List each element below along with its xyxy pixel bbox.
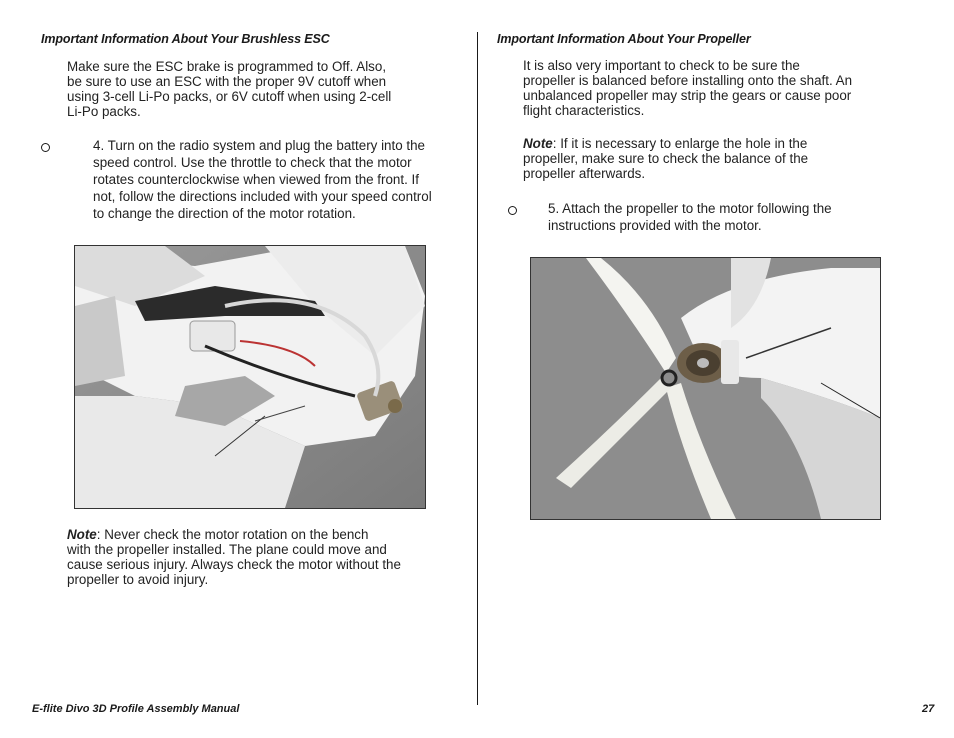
right-section-heading: Important Information About Your Propeller — [497, 32, 751, 46]
esc-intro-paragraph: Make sure the ESC brake is programmed to Off. Also, be sure to use an ESC with the proper 9V cutoff when using 3-cell Li-Po packs, or 6V cutoff when using 2-cell Li-Po packs. — [67, 59, 392, 119]
note-label: Note — [67, 527, 97, 542]
propeller-balance-note — [523, 136, 903, 181]
note-text: : Never check the motor rotation on the bench with the propeller installed. The plane could move and cause serious injury. Always check the motor without the propeller to avoid injury. — [67, 527, 401, 587]
step-5-checkbox[interactable] — [508, 206, 517, 215]
note-text: : If it is necessary to enlarge the hole in the propeller, make sure to check the balance of the propeller afterwards. — [523, 136, 809, 181]
column-divider — [477, 32, 478, 705]
esc-wiring-photo — [74, 245, 426, 509]
propeller-attachment-photo — [530, 257, 881, 520]
propeller-intro-paragraph: It is also very important to check to be sure the propeller is balanced before installing onto the shaft. An unbalanced propeller may strip the gears or cause poor flight characteristics. — [523, 58, 853, 118]
motor-safety-note — [67, 527, 447, 587]
step-4-checkbox[interactable] — [41, 143, 50, 152]
note-label: Note — [523, 136, 553, 151]
step-4-text: 4. Turn on the radio system and plug the battery into the speed control. Use the throttle to check that the motor rotates counterclockwise when viewed from the front. If not, follow the directions included with your speed control to change the direction of the motor rotation. — [93, 138, 432, 221]
footer-manual-title: E-flite Divo 3D Profile Assembly Manual — [32, 703, 240, 715]
page-number: 27 — [922, 703, 935, 715]
step-5-text: 5. Attach the propeller to the motor following the instructions provided with the motor. — [548, 201, 832, 233]
left-section-heading: Important Information About Your Brushless ESC — [41, 32, 330, 46]
